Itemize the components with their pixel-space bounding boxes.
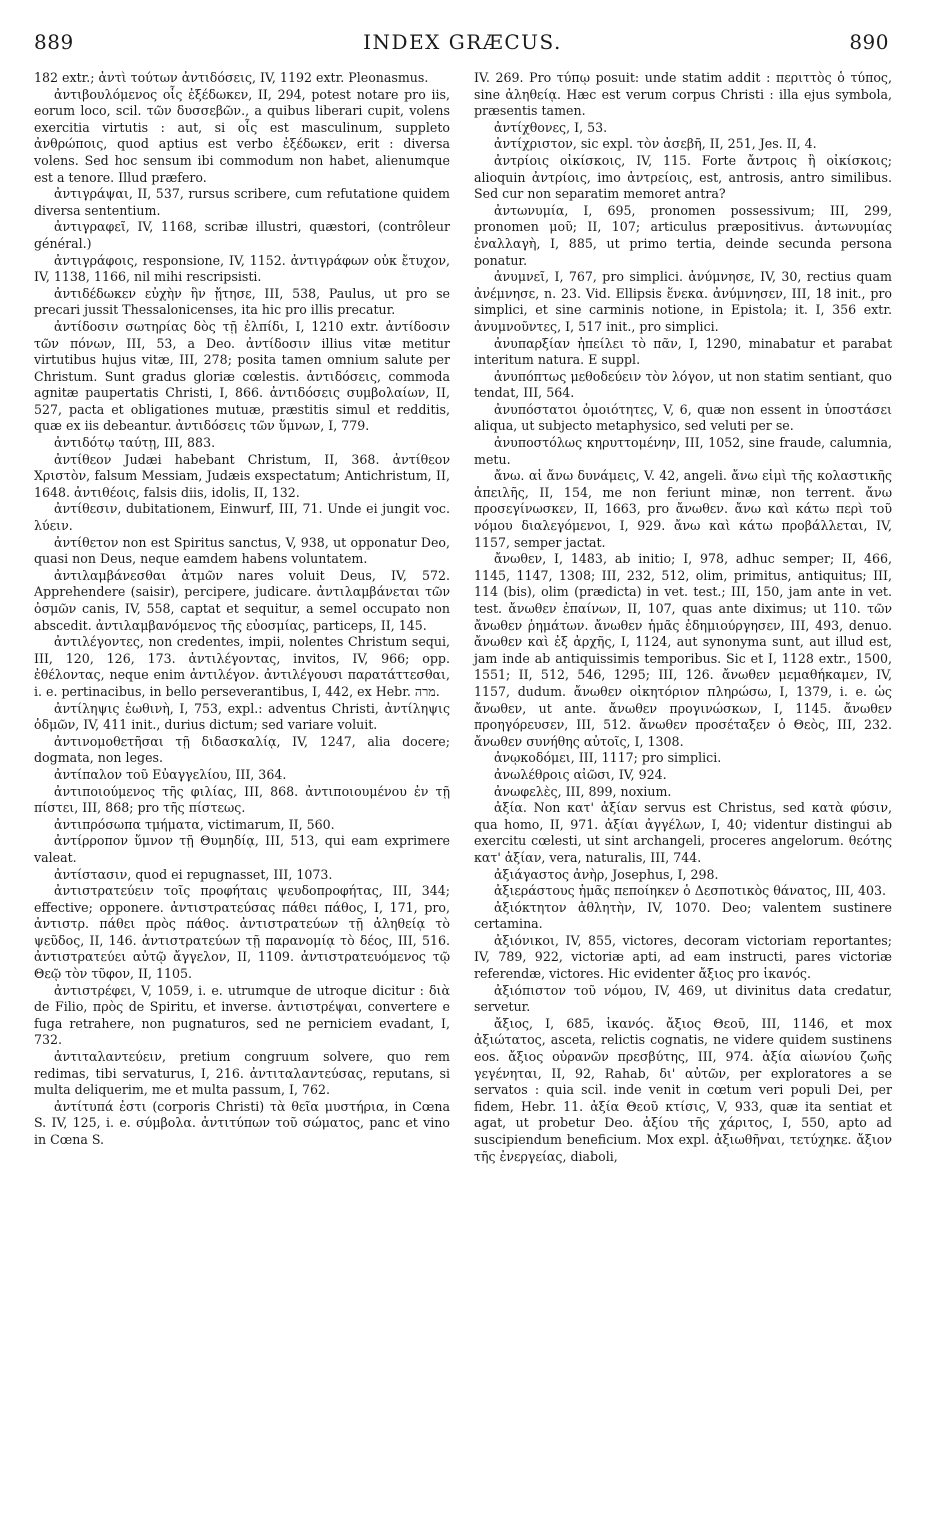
page-number-left: 889 <box>34 30 74 54</box>
running-title: INDEX GRÆCUS. <box>363 30 562 54</box>
index-entry: ἀντίστασιν, quod ei repugnasset, III, 1073. <box>54 866 333 882</box>
index-entry: ἀντιλαμβάνεσθαι ἀτμῶν nares voluit Deus, IV, 572. Apprehendere (saisir), percipere, judicare. ἀντιλαμβάνεται τῶν ὀσμῶν canis, IV, 558, captat et sequitur, a semel occupato non abscedit. ἀντιλαμβανόμενος τῆς εὐοσμίας, particeps, II, 145. <box>34 567 450 633</box>
index-entry: ἀνῳκοδόμει, III, 1117; pro simplici. <box>494 750 722 766</box>
index-entry: ἀντίδοσιν σωτηρίας δὸς τῇ ἐλπίδι, I, 1210 extr. ἀντίδοσιν τῶν πόνων, III, 53, a Deo. ἀντίδοσιν illius vitæ metitur virtutibus hujus vitæ, III, 278; posita tamen omnium salute per Christum. Sunt gradus gloriæ cœlestis. ἀντιδόσεις, commoda agnitæ paupertatis Christi, I, 866. ἀντιδόσεις συμβολαίων, II, 527, pacta et obligationes mutuæ, præstitis simul et redditis, quæ ex iis debeantur. ἀντιδόσεις τῶν ὕμνων, I, 779. <box>34 318 450 434</box>
index-entry: ἀντιστρατεύειν τοῖς προφήταις ψευδοπροφήτας, III, 344; effective; opponere. ἀντιστρατεύσας πάθει πάθος, I, 171, pro, ἀντιστρ. πάθει πρὸς πάθος. ἀντιστρατεύων τῇ ἀληθείᾳ τὸ ψεῦδος, II, 146. ἀντιστρατεύων τῇ παρανομίᾳ τὸ δέος, III, 516. ἀντιστρατεύει αὐτῷ ἄγγελον, II, 1109. ἀντιστρατευόμενος τῷ Θεῷ τὸν τῦφον, II, 1105. <box>34 883 450 982</box>
index-entry: ἀντιγραφεῖ, IV, 1168, scribæ illustri, quæstori, (contrôleur général.) <box>34 219 450 251</box>
index-entry: ἀξιόνικοι, IV, 855, victores, decoram victoriam reportantes; IV, 789, 922, victoriæ apti, ad eam instructi, pares victoriæ referendæ, victores. Hic evidenter ἄξιος pro ἱκανός. <box>474 932 892 982</box>
index-entry: ἀξιάγαστος ἀνὴρ, Josephus, I, 298. <box>494 866 719 882</box>
index-entry: ἀντίληψις ἑωθινὴ, I, 753, expl.: adventus Christi, ἀντίληψις ὀδμῶν, IV, 411 init., durius dictum; sed variare voluit. <box>34 700 450 733</box>
index-entry: ἀξιόπιστον τοῦ νόμου, IV, 469, ut divinitus data credatur, servetur. <box>474 982 892 1015</box>
index-entry: ἀντιπρόσωπα τμήματα, victimarum, II, 560. <box>54 816 335 832</box>
index-entry: ἀξιόκτητον ἀθλητὴν, IV, 1070. Deo; valentem sustinere certamina. <box>474 899 892 932</box>
index-entry: ἀνωλέθροις αἰῶσι, IV, 924. <box>494 766 667 782</box>
index-entry: ἄξιος, I, 685, ἱκανός. ἄξιος Θεοῦ, III, 1146, et mox ἀξιώτατος, asceta, relictis cognatis, ne videre quidem sustinens eos. ἄξιος οὐρανῶν πρεσβύτης, III, 974. ἀξία αἰωνίου ζωῆς γεγένηται, II, 92, Rahab, δι' αὐτῶν, per exploratores a se servatos : quia scil. inde venit in cœtum veri populi Dei, per fidem, Hebr. 11. ἀξία Θεοῦ κτίσις, V, 933, quæ ita sentiat et agat, ut probetur Deo. ἀξίου τῆς χάριτος, I, 550, apto ad suscipiendum beneficium. Mox expl. ἀξιωθῆναι, τετύχηκε. ἄξιον τῆς ἐνεργείας, diaboli, <box>474 1015 892 1164</box>
index-entry: ἀνυπόστατοι ὁμοιότητες, V, 6, quæ non essent in ὑποστάσει aliqua, ut subjecto metaphysico, sed veluti per se. <box>474 401 892 434</box>
index-entry: ἀντιδέδωκεν εὐχὴν ἣν ᾔτησε, III, 538, Paulus, ut pro se precari jussit Thessalonicenses, ita hic pro illis precatur. <box>34 285 450 318</box>
index-entry: ἀντίχθονες, I, 53. <box>494 119 608 135</box>
index-entry: ἀνυπόπτως μεθοδεύειν τὸν λόγον, ut non statim sentiant, quo tendat, III, 564. <box>474 368 892 401</box>
index-entry: ἀντιγράψαι, II, 537, rursus scribere, cum refutatione quidem diversa sententium. <box>34 186 450 218</box>
index-entry: 182 extr.; ἀντὶ τούτων ἀντιδόσεις, IV, 1192 extr. Pleonasmus. <box>34 70 429 85</box>
index-entry: ἀντίθετον non est Spiritus sanctus, V, 938, ut opponatur Deo, quasi non Deus, neque eamdem habens voluntatem. <box>34 534 450 567</box>
index-entry: ἄνω. αἱ ἄνω δυνάμεις, V. 42, angeli. ἄνω εἰμὶ τῆς κολαστικῆς ἀπειλῆς, II, 154, me non feriunt minæ, non terrent. ἄνω προσεγίνωσκεν, II, 1663, pro ἄνωθεν. ἄνω καὶ κάτω περὶ τοῦ νόμου διαλεγόμενοι, I, 929. ἄνω καὶ κάτω προβάλλεται, IV, 1157, semper jactat. <box>474 468 892 550</box>
index-entry: IV. 269. Pro τύπῳ posuit: unde statim addit : περιττὸς ὁ τύπος, sine ἀληθείᾳ. Hæc est verum corpus Christi : illa ejus symbola, præsentis tamen. <box>474 70 892 119</box>
index-entry: ἀντίθεον Judæi habebant Christum, II, 368. ἀντίθεον Χριστὸν, falsum Messiam, Judæis exspectatum; Antichristum, II, 1648. ἀντιθέοις, falsis diis, idolis, II, 132. <box>34 451 450 500</box>
index-entry: ἀνυπαρξίαν ἠπείλει τὸ πᾶν, I, 1290, minabatur et parabat interitum natura. E suppl. <box>474 335 892 368</box>
index-entry: ἀντιγράφοις, responsione, IV, 1152. ἀντιγράφων οὐκ ἔτυχον, IV, 1138, 1166, nil mihi rescripsisti. <box>34 252 450 285</box>
index-entry: ἀντιστρέφει, V, 1059, i. e. utrumque de utroque dicitur : διὰ de Filio, πρὸς de Spiritu, et inverse. ἀντιστρέψαι, convertere e fuga retrahere, non pugnaturos, sed ne perniciem evadant, I, 732. <box>34 982 450 1048</box>
index-entry: ἀξία. Non κατ' ἀξίαν servus est Christus, sed κατὰ φύσιν, qua homo, II, 971. ἀξίαι ἀγγέλων, I, 40; videntur distingui ab exercitu cœlesti, ut sint archangeli, proceres angelorum. θεότης κατ' ἀξίαν, vera, naturalis, III, 744. <box>474 800 892 865</box>
index-entry: ἀνωφελὲς, III, 899, noxium. <box>494 783 672 799</box>
index-entry: ἀντίπαλον τοῦ Εὐαγγελίου, III, 364. <box>54 766 287 782</box>
index-entry: ἀντιποιούμενος τῆς φιλίας, III, 868. ἀντιποιουμένου ἐν τῇ πίστει, III, 868; pro τῆς πίστεως. <box>34 783 450 816</box>
index-entry: ἀξιεράστους ἡμᾶς πεποίηκεν ὁ Δεσποτικὸς θάνατος, III, 403. <box>494 883 887 899</box>
index-entry: ἀντίτυπά ἐστι (corporis Christi) τὰ θεῖα μυστήρια, in Cœna S. IV, 125, i. e. σύμβολα. ἀντιτύπων τοῦ σώματος, panc et vino in Cœna S. <box>34 1098 450 1147</box>
index-entry: ἀντρίοις οἰκίσκοις, IV, 115. Forte ἄντροις ἢ οἰκίσκοις; alioquin ἀντρίοις, imo ἀντρείοις, est, antrosis, antro similibus. Sed cur non separatim memoret antra? <box>474 152 892 202</box>
index-entry: ἀντιδότῳ ταύτῃ, III, 883. <box>54 435 216 451</box>
index-entry: ἄνωθεν, I, 1483, ab initio; I, 978, adhuc semper; II, 466, 1145, 1147, 1308; III, 232, 512, olim, primitus, antiquitus; III, 114 (bis), olim (prædicta) in vet. test.; III, 150, jam ante in vet. test. ἄνωθεν ἐπαίνων, II, 107, quas ante diximus; ut 110. τῶν ἄνωθεν ῥημάτων. ἄνωθεν ἡμᾶς ἐδημιούργησεν, III, 493, denuo. ἄνωθεν καὶ ἐξ ἀρχῆς, I, 1124, aut synonyma sunt, aut illud est, jam inde ab antiquissimis temporibus. Sic et I, 1128 extr., 1500, 1551; II, 512, 546, 1295; III, 126. ἄνωθεν μεμαθήκαμεν, IV, 1157, dudum. ἄνωθεν οἰκητόριον πληρώσω, I, 1379, i. e. ὡς ἄνωθεν, ut ante. ἄνωθεν προγινώσκων, I, 1145. ἄνωθεν προηγόρευσεν, III, 512. ἄνωθεν προσέταξεν ὁ Θεὸς, III, 232. ἄνωθεν συνήθης αὐτοῖς, I, 1308. <box>474 551 892 749</box>
index-entry: ἀντιβουλόμενος οἷς ἐξέδωκεν, II, 294, potest notare pro iis, eorum loco, scil. τῶν δυσσεβῶν., a quibus liberari cupit, volens exercitia virtutis : aut, si οἷς est masculinum, suppleto ἀνθρώποις, quod aptius est verbo ἐξέδωκεν, erit : diversa volens. Sed hoc sensum ibi commodum non habet, alienumque est a tenore. Illud præfero. <box>34 86 450 185</box>
index-entry: ἀνυποστόλως κηρυττομένην, III, 1052, sine fraude, calumnia, metu. <box>474 435 892 467</box>
index-entry: ἀντιλέγοντες, non credentes, impii, nolentes Christum sequi, III, 120, 126, 173. ἀντιλέγοντας, invitos, IV, 966; opp. ἐθέλοντας, neque enim ἀντιλέγον. ἀντιλέγουσι παρατάττεσθαι, i. e. pertinacibus, in bello perseverantibus, I, 442, ex Hebr. מרה. <box>34 634 450 699</box>
page-number-right: 890 <box>849 30 889 54</box>
page-header <box>0 30 925 60</box>
left-column <box>34 70 450 1149</box>
index-entry: ἀνυμνεῖ, I, 767, pro simplici. ἀνύμνησε, IV, 30, rectius quam ἀνέμνησε, n. 23. Vid. Ellipsis ἕνεκα. ἀνύμνησεν, III, 18 init., pro simplici, et sine carminis notione, in Epistola; it. I, 356 extr. ἀνυμνοῦντες, I, 517 init., pro simplici. <box>474 269 892 334</box>
index-entry: ἀντινομοθετῆσαι τῇ διδασκαλίᾳ, IV, 1247, alia docere; dogmata, non leges. <box>34 733 450 766</box>
index-entry: ἀντίρροπον ὕμνον τῇ Θυμηδίᾳ, III, 513, qui eam exprimere valeat. <box>34 833 450 865</box>
index-entry: ἀντωνυμία, I, 695, pronomen possessivum; III, 299, pronomen μοῦ; II, 107; articulus præpositivus. ἀντωνυμίας ἐναλλαγὴ, I, 885, ut primo tertia, deinde secunda persona ponatur. <box>474 202 892 268</box>
right-column <box>474 70 892 1165</box>
index-entry: ἀντιταλαντεύειν, pretium congruum solvere, quo rem redimas, tibi servaturus, I, 216. ἀντιταλαντεύσας, reputans, si multa deliquerim, me et multa passum, I, 762. <box>34 1049 450 1098</box>
index-entry: ἀντίχριστον, sic expl. τὸν ἀσεβῆ, II, 251, Jes. II, 4. <box>494 136 817 152</box>
index-entry: ἀντίθεσιν, dubitationem, Einwurf, III, 71. Unde ei jungit voc. λύειν. <box>34 501 450 534</box>
